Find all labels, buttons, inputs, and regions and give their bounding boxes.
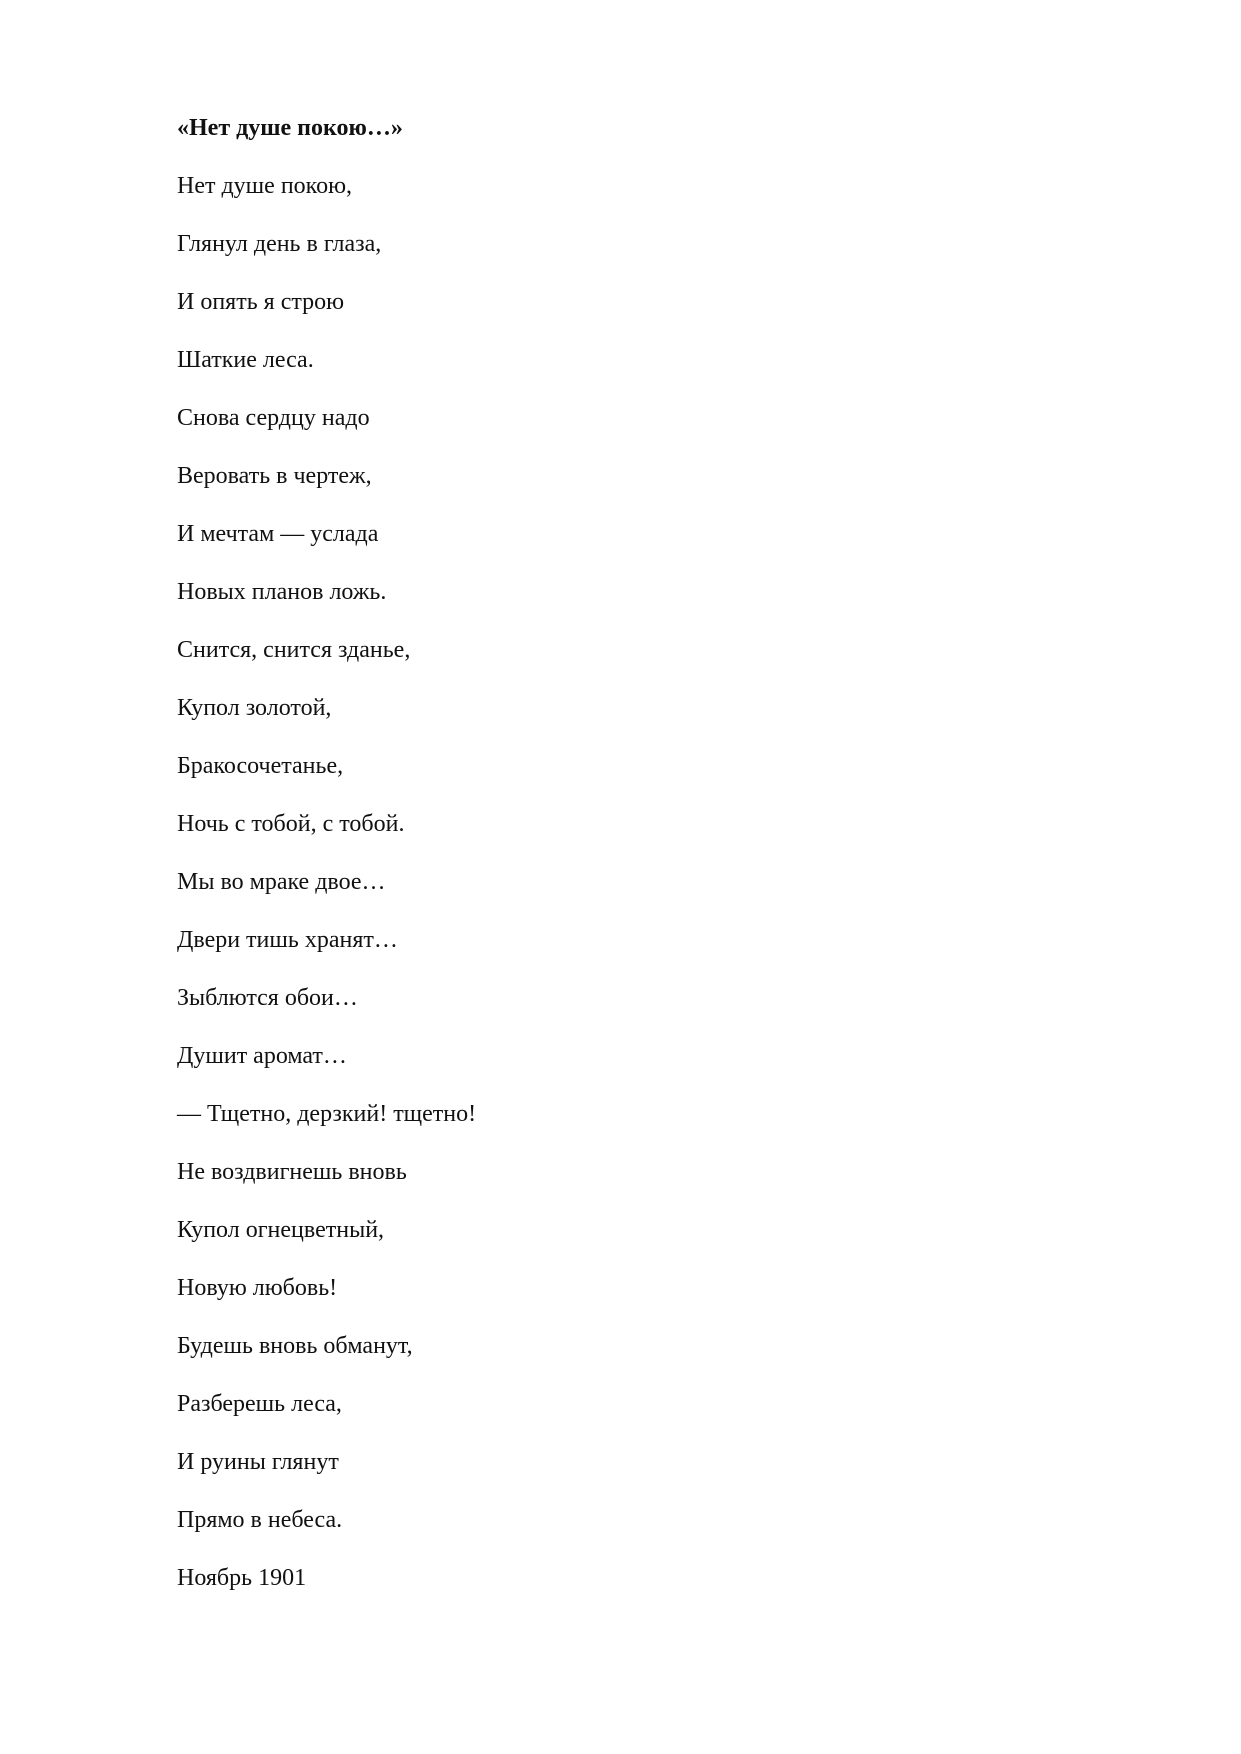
- poem-line: Мы во мраке двое…: [177, 869, 386, 895]
- poem-line: Купол огнецветный,: [177, 1217, 385, 1243]
- poem-line: Купол золотой,: [177, 695, 332, 721]
- poem-lines: [177, 171, 1077, 1535]
- poem-line: Новую любовь!: [177, 1275, 338, 1301]
- poem-line: Зыблются обои…: [177, 985, 358, 1011]
- poem-line: — Тщетно, дерзкий! тщетно!: [177, 1101, 477, 1127]
- poem-line: Глянул день в глаза,: [177, 231, 382, 257]
- poem-line: Двери тишь хранят…: [177, 927, 398, 953]
- poem-line: Ночь с тобой, с тобой.: [177, 811, 405, 837]
- poem-line: Шаткие леса.: [177, 347, 314, 373]
- poem-date: Ноябрь 1901: [177, 1565, 307, 1591]
- poem-title: «Нет душе покою…»: [177, 115, 403, 141]
- poem-line: Прямо в небеса.: [177, 1507, 343, 1533]
- poem-line: И опять я строю: [177, 289, 345, 315]
- poem-line: Будешь вновь обманут,: [177, 1333, 413, 1359]
- poem-line: И мечтам — услада: [177, 521, 379, 547]
- poem-line: Не воздвигнешь вновь: [177, 1159, 407, 1185]
- poem-line: Новых планов ложь.: [177, 579, 387, 605]
- poem-line: Снится, снится зданье,: [177, 637, 411, 663]
- poem-line: Душит аромат…: [177, 1043, 347, 1069]
- poem-line: Веровать в чертеж,: [177, 463, 372, 489]
- poem-line: И руины глянут: [177, 1449, 339, 1475]
- poem-line: Снова сердцу надо: [177, 405, 370, 431]
- poem-line: Бракосочетанье,: [177, 753, 344, 779]
- poem: [177, 113, 1077, 1593]
- poem-line: Нет душе покою,: [177, 173, 353, 199]
- poem-line: Разберешь леса,: [177, 1391, 342, 1417]
